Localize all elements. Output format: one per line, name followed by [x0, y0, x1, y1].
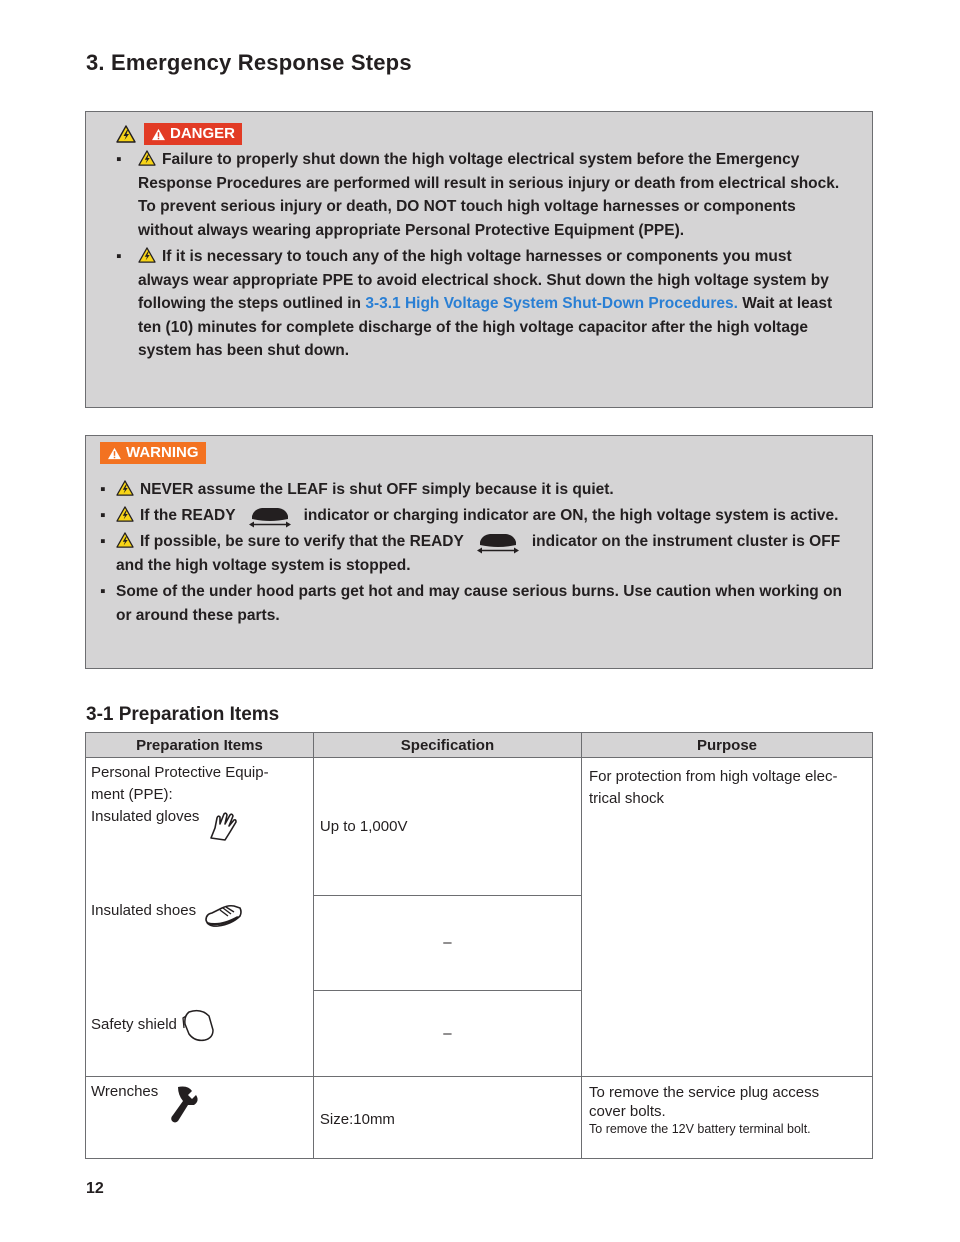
- ready-indicator-car-icon: [476, 530, 520, 554]
- danger-item: [114, 245, 844, 363]
- ppe-heading: Personal Protective Equip-ment (PPE):: [91, 764, 269, 803]
- safety-shield-icon: [179, 1006, 219, 1044]
- wrenches-cell: [86, 1077, 314, 1159]
- warning-item-text: If possible, be sure to verify that the READY: [140, 533, 464, 551]
- ppe-purpose-cell: [582, 758, 873, 1077]
- shield-spec: –: [443, 1025, 452, 1043]
- shield-spec-cell: [313, 991, 581, 1077]
- wrenches-spec-cell: [313, 1077, 581, 1159]
- bullet: ▪: [100, 481, 106, 498]
- danger-item-text: If it is necessary to touch any of the high voltage harnesses or components you must always wear appropriate PPE to avoid electrical shock. Shut down the high voltage system by following the steps outlined in: [138, 248, 829, 312]
- ppe-items-cell: [86, 758, 314, 1077]
- column-header: Preparation Items: [86, 733, 314, 758]
- bullet: ▪: [116, 248, 122, 265]
- table-row: [86, 758, 873, 896]
- column-header: Specification: [313, 733, 581, 758]
- exclamation-triangle-icon: [151, 128, 166, 141]
- high-voltage-warning-icon: [116, 532, 134, 548]
- page-number: 12: [86, 1180, 104, 1197]
- danger-header: [116, 123, 242, 145]
- wrench-icon: [166, 1085, 200, 1125]
- warning-item: [96, 504, 856, 528]
- table-header-row: [86, 733, 873, 758]
- bullet: ▪: [100, 583, 106, 601]
- shield-item: [91, 1014, 219, 1044]
- danger-item: [114, 148, 844, 242]
- high-voltage-warning-icon: [138, 247, 156, 263]
- high-voltage-warning-icon: [116, 125, 136, 143]
- gloves-spec-cell: [313, 758, 581, 896]
- ready-indicator-car-icon: [248, 504, 292, 528]
- warning-badge-label: WARNING: [126, 444, 199, 461]
- danger-badge: [144, 123, 242, 145]
- shield-label: Safety shield: [91, 1016, 177, 1033]
- high-voltage-warning-icon: [116, 506, 134, 522]
- shoes-label: Insulated shoes: [91, 902, 197, 919]
- warning-list: [96, 478, 856, 630]
- warning-item-text: NEVER assume the LEAF is shut OFF simply because it is quiet.: [140, 481, 614, 498]
- wrenches-item: [86, 1077, 313, 1125]
- bullet: ▪: [100, 533, 106, 551]
- insulated-shoes-icon: [202, 900, 244, 930]
- ppe-purpose: For protection from high voltage elec-trical shock: [589, 768, 838, 807]
- warning-item-text: If the READY: [140, 507, 236, 525]
- shoes-item: [91, 900, 244, 930]
- insulated-gloves-icon: [205, 808, 245, 842]
- warning-item: [96, 530, 856, 578]
- bullet: ▪: [100, 507, 106, 524]
- warning-item-text: Some of the under hood parts get hot and may cause serious burns. Use caution when working on or around these parts.: [116, 583, 843, 625]
- danger-item-text: Failure to properly shut down the high voltage electrical system before the Emergency Response Procedures are performed will result in serious injury or death from electrical shock. To prevent serious injury or death, DO NOT touch high voltage harnesses or components without always wearing appropriate Personal Protective Equipment (PPE).: [138, 151, 840, 239]
- wrenches-purpose-1: To remove the service plug access cover bolts.: [589, 1084, 820, 1120]
- bullet: ▪: [116, 151, 122, 168]
- high-voltage-warning-icon: [138, 150, 156, 166]
- shoes-spec-cell: [313, 895, 581, 991]
- warning-box: [85, 435, 873, 669]
- danger-box: [85, 111, 873, 408]
- shoes-spec: –: [443, 934, 452, 952]
- gloves-label: Insulated gloves: [91, 808, 200, 825]
- high-voltage-warning-icon: [116, 480, 134, 496]
- section-title: 3-1 Preparation Items: [86, 704, 280, 725]
- shutdown-procedures-link[interactable]: 3-3.1 High Voltage System Shut-Down Procedures.: [365, 295, 738, 312]
- danger-list: [114, 148, 844, 366]
- column-header: Purpose: [582, 733, 873, 758]
- table-row: [86, 1077, 873, 1159]
- danger-badge-label: DANGER: [170, 125, 236, 142]
- warning-item-text-after: indicator on the instrument cluster is OFF and the high voltage system is stopped.: [116, 533, 841, 575]
- exclamation-triangle-icon: [107, 447, 122, 460]
- warning-item: [96, 478, 856, 502]
- page-title: 3. Emergency Response Steps: [86, 50, 412, 75]
- warning-item-text-after: indicator or charging indicator are ON, the high voltage system is active.: [303, 507, 839, 525]
- gloves-spec: Up to 1,000V: [319, 817, 408, 835]
- gloves-item: [91, 806, 245, 842]
- wrenches-purpose-cell: [582, 1077, 873, 1159]
- danger-item-text-after: Wait at least ten (10) minutes for complete discharge of the high voltage capacitor after the high voltage system has been shut down.: [138, 295, 833, 359]
- wrenches-label: Wrenches: [91, 1083, 159, 1100]
- wrenches-spec: Size:10mm: [319, 1111, 395, 1128]
- preparation-items-table: [85, 732, 873, 1159]
- wrenches-purpose-2: To remove the 12V battery terminal bolt.: [589, 1122, 811, 1136]
- warning-badge: [100, 442, 206, 464]
- warning-item: [96, 580, 856, 628]
